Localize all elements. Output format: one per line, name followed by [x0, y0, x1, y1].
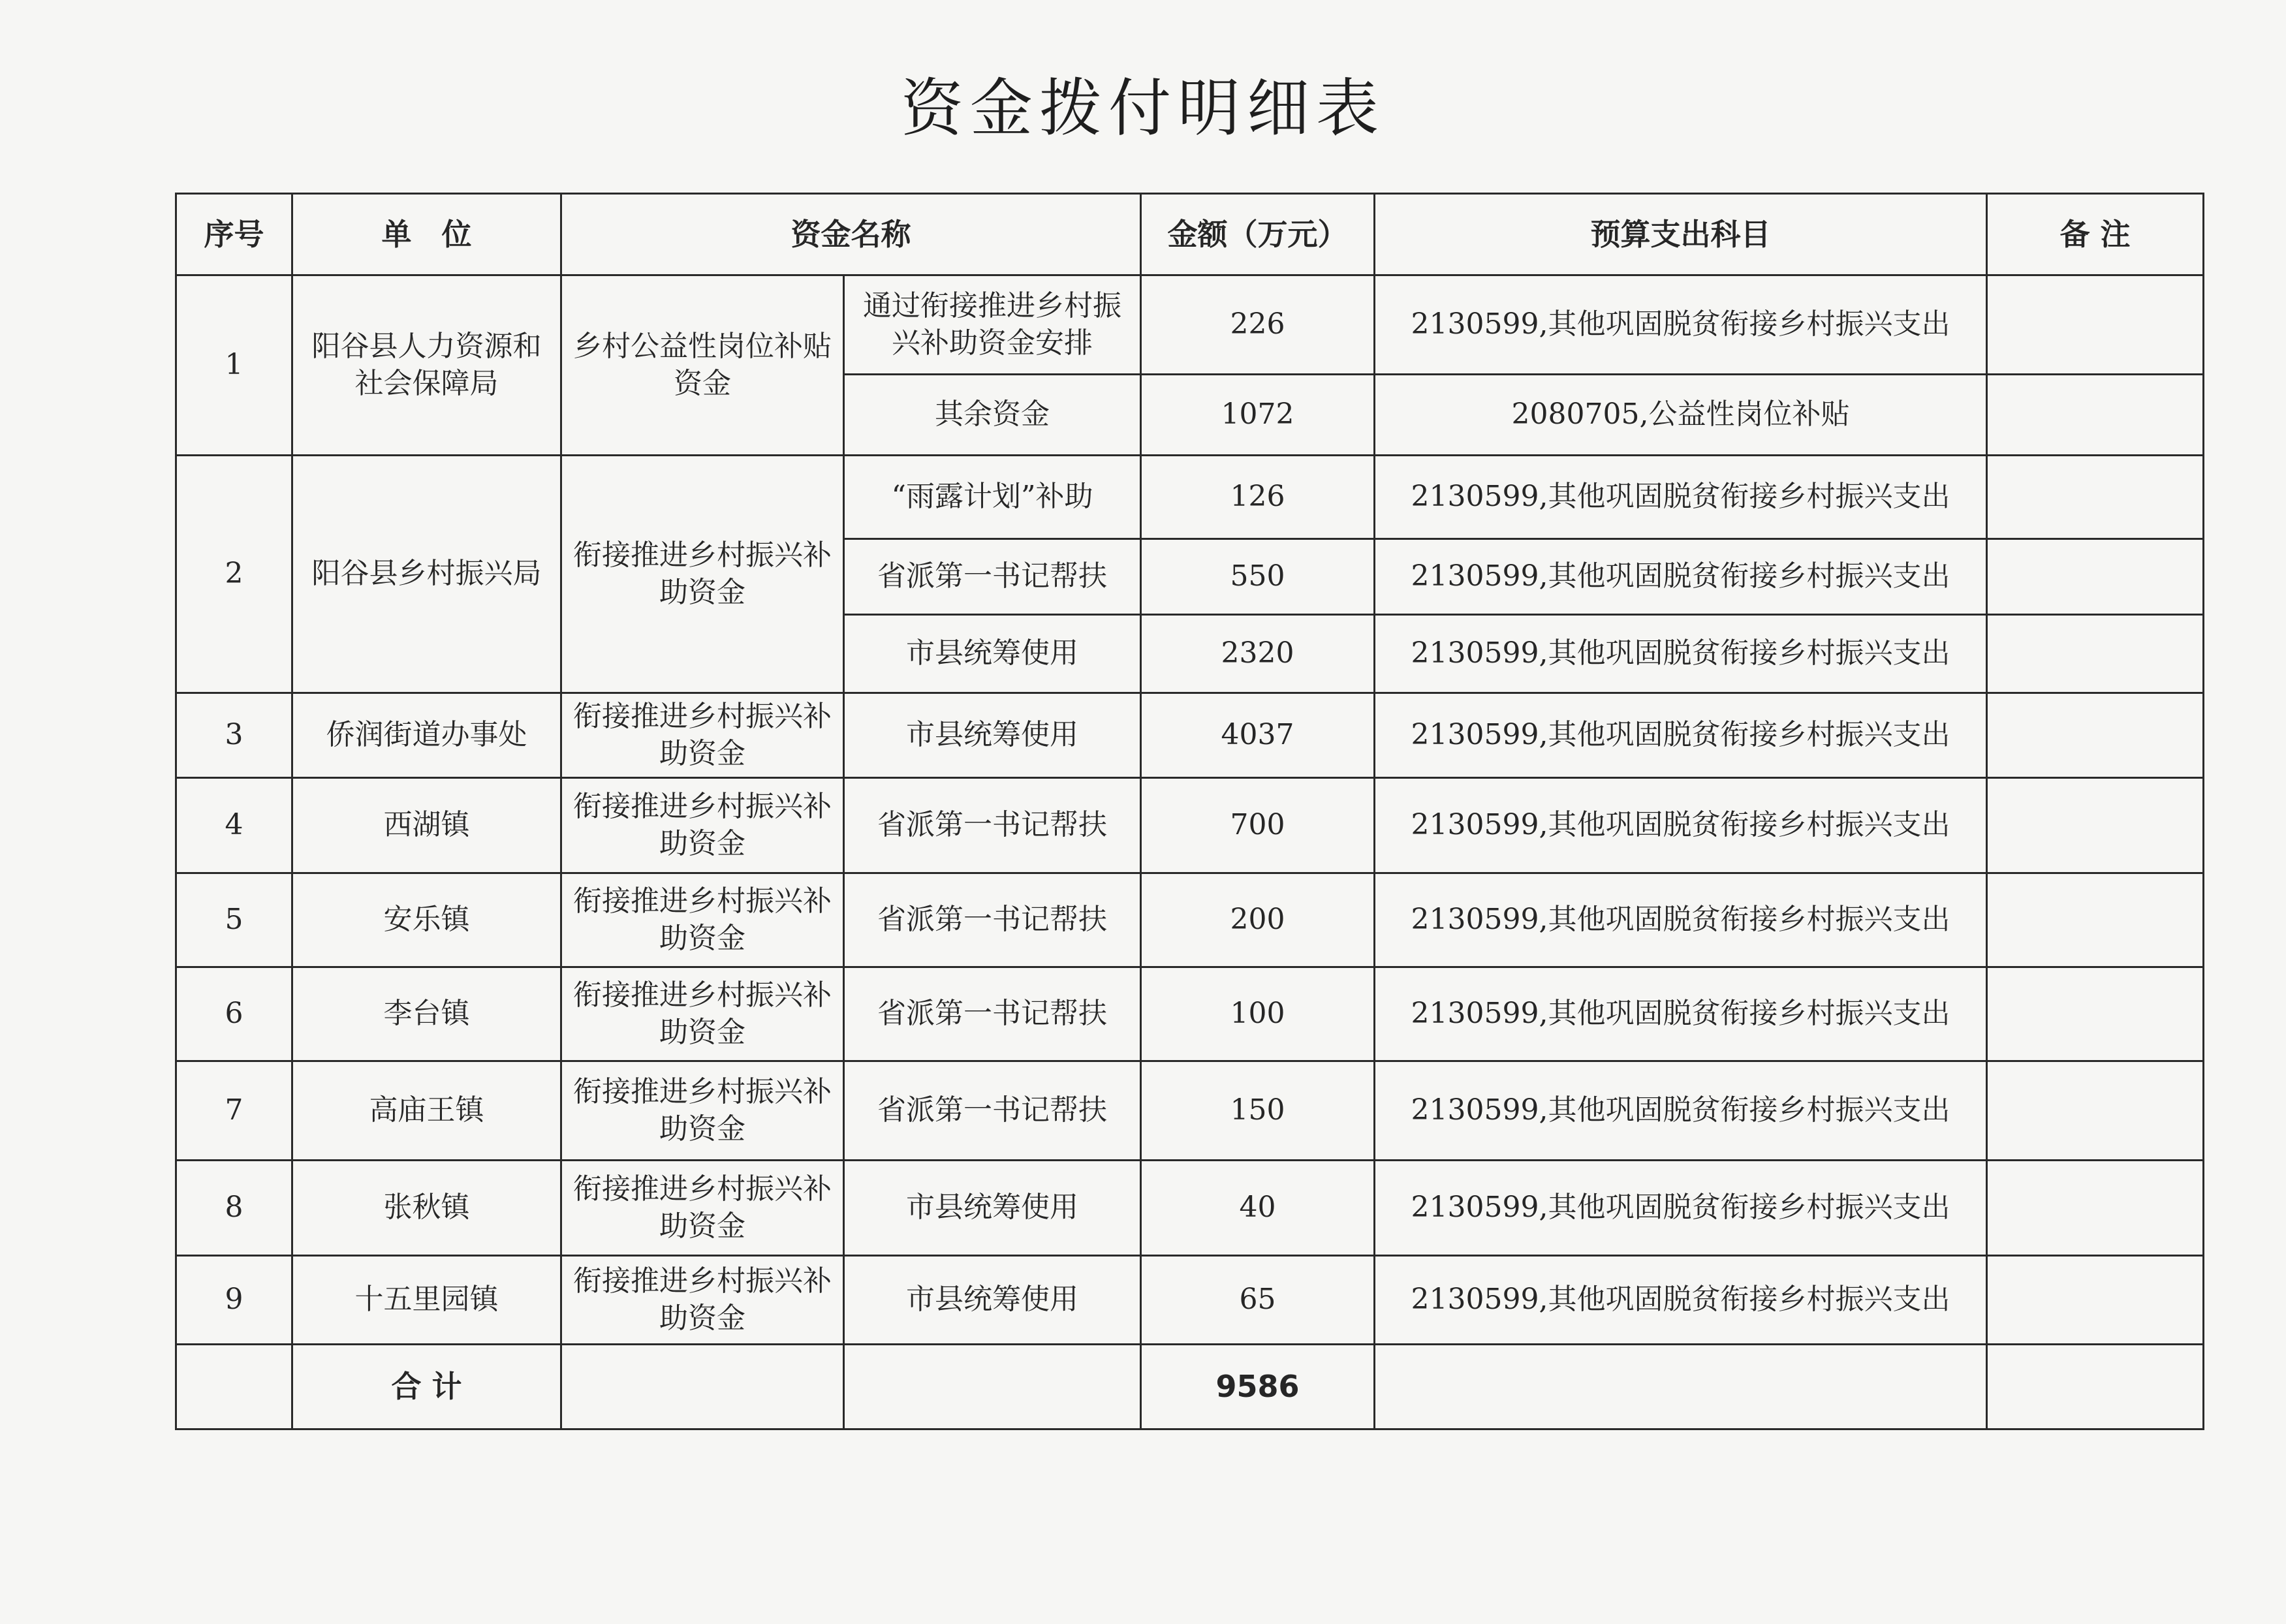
- row-amount: 65: [1141, 1256, 1375, 1345]
- fund-allocation-table: [175, 193, 2204, 1430]
- row-unit: 阳谷县人力资源和社会保障局: [292, 275, 561, 456]
- total-subject-cell: [1375, 1345, 1987, 1429]
- page-title: 资金拨付明细表: [901, 72, 1385, 145]
- row-remark: [1987, 1256, 2204, 1345]
- row-fund-name: 衔接推进乡村振兴补助资金: [561, 967, 844, 1061]
- row-remark: [1987, 778, 2204, 873]
- table-row: [176, 778, 2204, 873]
- total-label: 合 计: [292, 1345, 561, 1429]
- table-row: [176, 456, 2204, 539]
- row-fund-detail: 通过衔接推进乡村振兴补助资金安排: [844, 275, 1141, 375]
- row-fund-detail: 市县统筹使用: [844, 615, 1141, 693]
- table-row: [176, 1061, 2204, 1161]
- row-fund-name: 衔接推进乡村振兴补助资金: [561, 1256, 844, 1345]
- table-row: [176, 967, 2204, 1061]
- row-budget-subject: 2130599,其他巩固脱贫衔接乡村振兴支出: [1375, 693, 1987, 778]
- row-amount: 4037: [1141, 693, 1375, 778]
- header-remark: 备 注: [1987, 194, 2204, 275]
- table-row: [176, 1256, 2204, 1345]
- row-seq: 4: [176, 778, 292, 873]
- table-row: [176, 1161, 2204, 1256]
- total-fund-cell: [561, 1345, 844, 1429]
- total-seq-cell: [176, 1345, 292, 1429]
- row-seq: 5: [176, 873, 292, 967]
- row-seq: 7: [176, 1061, 292, 1161]
- row-seq: 3: [176, 693, 292, 778]
- row-amount: 2320: [1141, 615, 1375, 693]
- row-remark: [1987, 456, 2204, 539]
- row-fund-name: 衔接推进乡村振兴补助资金: [561, 456, 844, 693]
- row-remark: [1987, 693, 2204, 778]
- row-unit: 李台镇: [292, 967, 561, 1061]
- row-remark: [1987, 873, 2204, 967]
- row-amount: 150: [1141, 1061, 1375, 1161]
- row-budget-subject: 2130599,其他巩固脱贫衔接乡村振兴支出: [1375, 1061, 1987, 1161]
- row-remark: [1987, 539, 2204, 615]
- row-amount: 1072: [1141, 375, 1375, 456]
- total-remark-cell: [1987, 1345, 2204, 1429]
- row-fund-name: 乡村公益性岗位补贴资金: [561, 275, 844, 456]
- row-remark: [1987, 375, 2204, 456]
- header-amount: 金额（万元）: [1141, 194, 1375, 275]
- total-detail-cell: [844, 1345, 1141, 1429]
- row-seq: 1: [176, 275, 292, 456]
- row-budget-subject: 2130599,其他巩固脱贫衔接乡村振兴支出: [1375, 539, 1987, 615]
- row-budget-subject: 2080705,公益性岗位补贴: [1375, 375, 1987, 456]
- row-seq: 2: [176, 456, 292, 693]
- row-unit: 安乐镇: [292, 873, 561, 967]
- row-unit: 侨润街道办事处: [292, 693, 561, 778]
- row-fund-detail: 省派第一书记帮扶: [844, 1061, 1141, 1161]
- row-seq: 8: [176, 1161, 292, 1256]
- row-budget-subject: 2130599,其他巩固脱贫衔接乡村振兴支出: [1375, 967, 1987, 1061]
- row-budget-subject: 2130599,其他巩固脱贫衔接乡村振兴支出: [1375, 275, 1987, 375]
- row-unit: 十五里园镇: [292, 1256, 561, 1345]
- header-seq: 序号: [176, 194, 292, 275]
- total-amount: 9586: [1141, 1345, 1375, 1429]
- row-remark: [1987, 1161, 2204, 1256]
- table-row: [176, 873, 2204, 967]
- row-fund-detail: 省派第一书记帮扶: [844, 873, 1141, 967]
- row-budget-subject: 2130599,其他巩固脱贫衔接乡村振兴支出: [1375, 456, 1987, 539]
- total-row: [176, 1345, 2204, 1429]
- row-fund-name: 衔接推进乡村振兴补助资金: [561, 1161, 844, 1256]
- header-fund-name: 资金名称: [561, 194, 1141, 275]
- header-row: [176, 194, 2204, 275]
- table-row: [176, 693, 2204, 778]
- row-amount: 126: [1141, 456, 1375, 539]
- row-unit: 阳谷县乡村振兴局: [292, 456, 561, 693]
- row-amount: 226: [1141, 275, 1375, 375]
- row-fund-detail: 其余资金: [844, 375, 1141, 456]
- row-amount: 100: [1141, 967, 1375, 1061]
- row-remark: [1987, 275, 2204, 375]
- row-amount: 40: [1141, 1161, 1375, 1256]
- row-fund-name: 衔接推进乡村振兴补助资金: [561, 778, 844, 873]
- row-unit: 高庙王镇: [292, 1061, 561, 1161]
- row-fund-detail: 市县统筹使用: [844, 1256, 1141, 1345]
- row-budget-subject: 2130599,其他巩固脱贫衔接乡村振兴支出: [1375, 1161, 1987, 1256]
- row-budget-subject: 2130599,其他巩固脱贫衔接乡村振兴支出: [1375, 873, 1987, 967]
- row-fund-detail: 省派第一书记帮扶: [844, 967, 1141, 1061]
- header-unit: 单 位: [292, 194, 561, 275]
- row-amount: 200: [1141, 873, 1375, 967]
- row-fund-detail: 市县统筹使用: [844, 1161, 1141, 1256]
- row-remark: [1987, 1061, 2204, 1161]
- row-fund-detail: “雨露计划”补助: [844, 456, 1141, 539]
- row-budget-subject: 2130599,其他巩固脱贫衔接乡村振兴支出: [1375, 778, 1987, 873]
- row-amount: 550: [1141, 539, 1375, 615]
- row-remark: [1987, 967, 2204, 1061]
- table-row: [176, 275, 2204, 375]
- row-budget-subject: 2130599,其他巩固脱贫衔接乡村振兴支出: [1375, 1256, 1987, 1345]
- row-seq: 6: [176, 967, 292, 1061]
- row-amount: 700: [1141, 778, 1375, 873]
- row-unit: 西湖镇: [292, 778, 561, 873]
- row-remark: [1987, 615, 2204, 693]
- header-budget-subject: 预算支出科目: [1375, 194, 1987, 275]
- row-fund-name: 衔接推进乡村振兴补助资金: [561, 873, 844, 967]
- row-fund-name: 衔接推进乡村振兴补助资金: [561, 1061, 844, 1161]
- row-fund-detail: 省派第一书记帮扶: [844, 539, 1141, 615]
- row-fund-detail: 市县统筹使用: [844, 693, 1141, 778]
- row-fund-detail: 省派第一书记帮扶: [844, 778, 1141, 873]
- row-unit: 张秋镇: [292, 1161, 561, 1256]
- row-fund-name: 衔接推进乡村振兴补助资金: [561, 693, 844, 778]
- row-budget-subject: 2130599,其他巩固脱贫衔接乡村振兴支出: [1375, 615, 1987, 693]
- row-seq: 9: [176, 1256, 292, 1345]
